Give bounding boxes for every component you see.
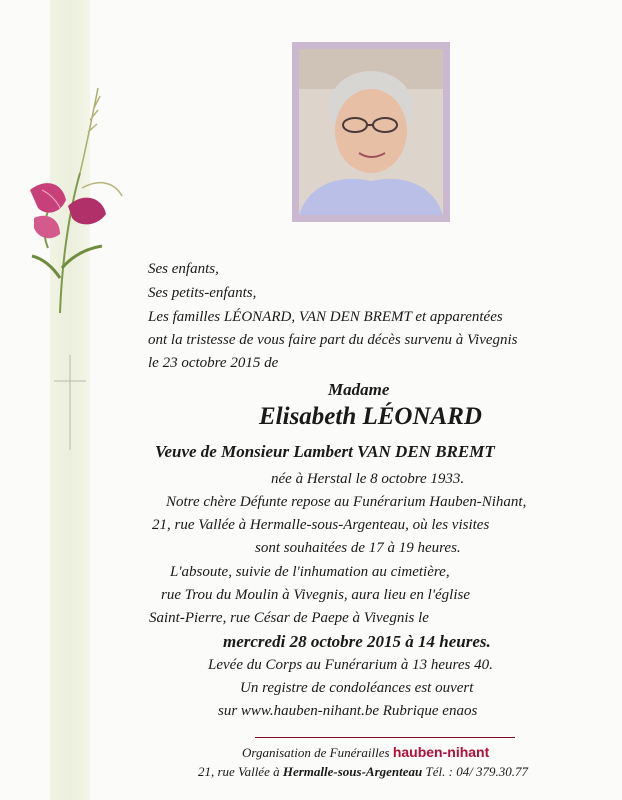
calla-lily-flower-icon: [20, 78, 130, 318]
closing-line: Un registre de condoléances est ouvert: [240, 680, 474, 696]
phone: Tél. : 04/ 379.30.77: [425, 764, 529, 779]
portrait-photo: [299, 49, 443, 215]
address-prefix: 21, rue Vallée à: [198, 764, 280, 779]
website-line: sur www.hauben-nihant.be Rubrique enaos: [218, 703, 478, 719]
org-label: Organisation de Funérailles: [242, 745, 390, 760]
body-line: 21, rue Vallée à Hermalle-sous-Argenteau, où les visites: [152, 517, 490, 533]
announcement-line: Ses petits-enfants,: [148, 285, 257, 301]
salutation: Madame: [328, 380, 390, 399]
footer-divider: [255, 737, 515, 738]
cross-icon: [52, 355, 88, 450]
footer-address-line: [198, 765, 528, 778]
ceremony-date: mercredi 28 octobre 2015 à 14 heures.: [223, 632, 491, 651]
body-line: rue Trou du Moulin à Vivegnis, aura lieu en l'église: [161, 587, 471, 603]
announcement-line: le 23 octobre 2015 de: [148, 355, 279, 371]
brand-logo: hauben-nihant: [392, 744, 490, 760]
closing-line: Levée du Corps au Funérarium à 13 heures 40.: [208, 657, 493, 673]
address-city: Hermalle-sous-Argenteau: [282, 764, 423, 779]
announcement-line: Les familles LÉONARD, VAN DEN BREMT et apparentées: [148, 309, 503, 325]
birth-line: née à Herstal le 8 octobre 1933.: [271, 471, 465, 487]
footer-org-line: [242, 745, 489, 759]
announcement-line: ont la tristesse de vous faire part du décès survenu à Vivegnis: [148, 332, 518, 348]
body-line: L'absoute, suivie de l'inhumation au cimetière,: [170, 564, 450, 580]
body-line: sont souhaitées de 17 à 19 heures.: [255, 540, 461, 556]
announcement-line: Ses enfants,: [148, 261, 219, 277]
widow-of: Veuve de Monsieur Lambert VAN DEN BREMT: [155, 442, 495, 461]
deceased-name: Elisabeth LÉONARD: [259, 403, 482, 430]
body-line: Saint-Pierre, rue César de Paepe à Vivegnis le: [149, 610, 429, 626]
portrait-frame: [292, 42, 450, 222]
body-line: Notre chère Défunte repose au Funérarium Hauben-Nihant,: [166, 494, 527, 510]
